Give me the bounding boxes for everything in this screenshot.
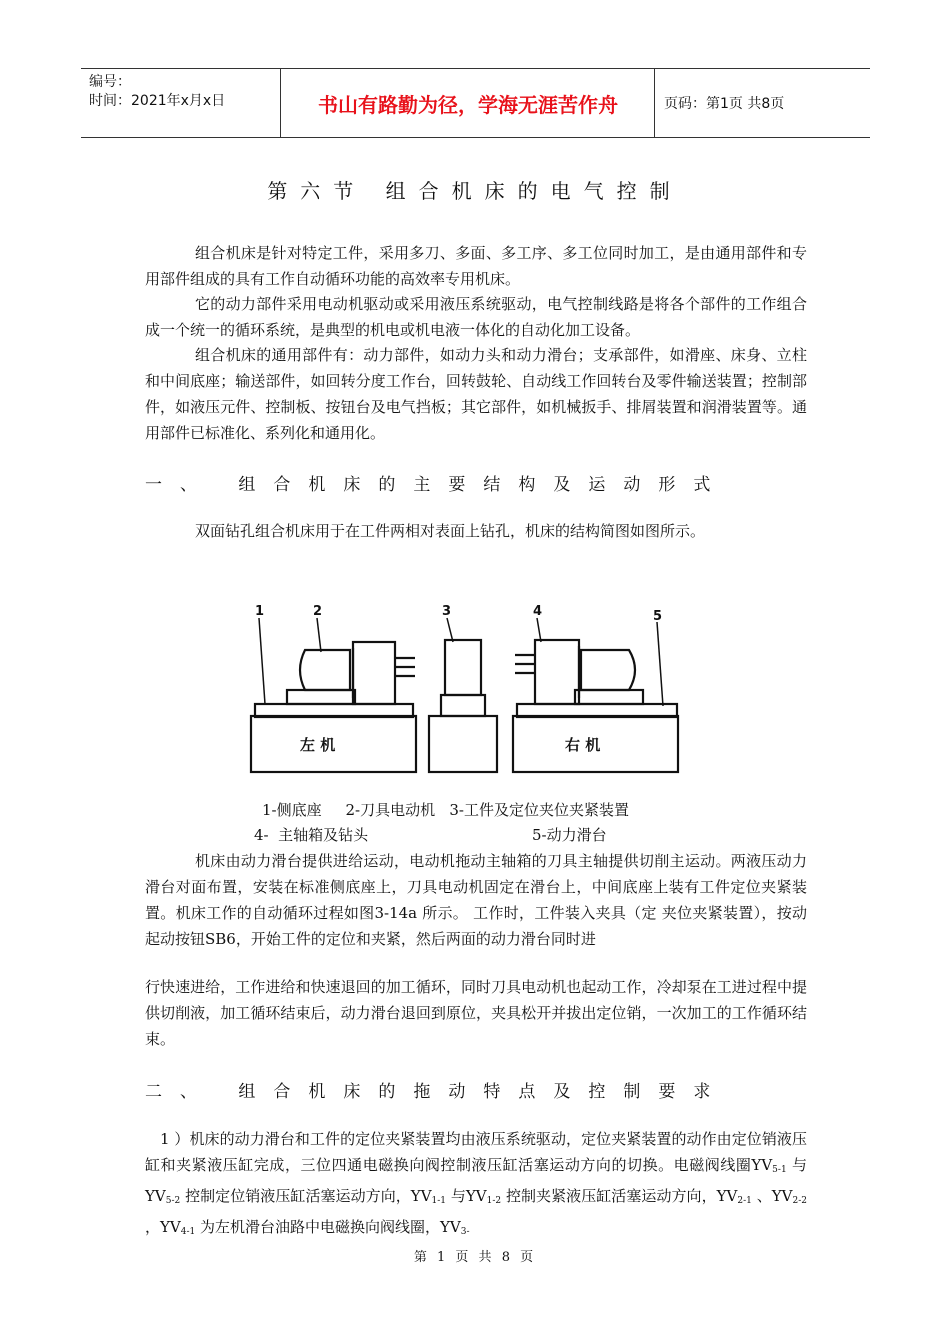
paragraph-parts: 组合机床的通用部件有：动力部件，如动力头和动力滑台；支承部件，如滑座、床身、立柱和中间底座；输送部件，如回转分度工作台，回转鼓轮、自动线工作回转台及零件输送装置；控制部件，如液压元件、控制板、按钮台及电气挡板；其它部件，如机械扳手、排屑装置和润滑装置等。通用部件已标准化、系列化和通用化。 <box>145 346 807 442</box>
header-divider <box>280 69 281 137</box>
req-sub: 1-1 <box>431 1196 447 1206</box>
paragraph-cycle: 行快速进给，工作进给和快速退回的加工循环，同时刀具电动机也起动工作，冷却泵在工进过程中提供切削液，加工循环结束后，动力滑台退回到原位，夹具松开并拔出定位销，一次加工的工作循环结束。 <box>145 978 807 1048</box>
figure-label-1: 1 <box>255 604 265 619</box>
page-footer: 第 1 页 共 8 页 <box>413 1250 537 1265</box>
req-sub: 5-2 <box>165 1196 181 1206</box>
header-motto: 书山有路勤为径，学海无涯苦作舟 <box>318 93 618 117</box>
req-text: 与YV <box>145 1156 807 1205</box>
req-sub: 1-2 <box>486 1196 502 1206</box>
section-heading-1: 一、 组合机床的主要结构及运动形式 <box>145 475 729 495</box>
req-text: 控制夹紧液压缸活塞运动方向，YV <box>501 1187 738 1205</box>
section-heading-2: 二、 组合机床的拖动特点及控制要求 <box>145 1082 729 1102</box>
figure-right-machine-label: 右 机 <box>565 736 601 754</box>
req-text: ，YV <box>145 1218 181 1236</box>
req-text: 与YV <box>446 1187 487 1205</box>
document-header <box>81 68 870 138</box>
number-label: 编号： <box>89 74 131 90</box>
machine-structure-diagram <box>245 600 690 780</box>
req-sub: 3- <box>460 1227 470 1237</box>
req-text: 控制定位销液压缸活塞运动方向，YV <box>180 1187 432 1205</box>
req-sub: 2-1 <box>737 1196 752 1206</box>
figure-left-machine-label: 左 机 <box>300 736 336 754</box>
paragraph-requirements <box>145 1126 807 1245</box>
figure-caption-line2-right: 5-动力滑台 <box>532 826 607 844</box>
header-page-info: 页码：第1页 共8页 <box>664 96 785 112</box>
paragraph-drive: 它的动力部件采用电动机驱动或采用液压系统驱动，电气控制线路是将各个部件的工作组合成一个统一的循环系统，是典型的机电或机电液一体化的自动化加工设备。 <box>145 295 807 339</box>
req-sub: 2-2 <box>792 1196 807 1206</box>
paragraph-operation: 机床由动力滑台提供进给运动，电动机拖动主轴箱的刀具主轴提供切削主运动。两液压动力滑台对面布置，安装在标准侧底座上，刀具电动机固定在滑台上，中间底座上装有工件定位夹紧装置。机床工作的自动循环过程如图3-14a 所示。 工作时，工件装入夹具（定 夹位夹紧装置），按动起动按钮SB6，开始工件的定位和夹紧，然后两面的动力滑台同时进 <box>145 852 807 948</box>
figure-caption-line1: 1-侧底座 2-刀具电动机 3-工件及定位夹位夹紧装置 <box>262 801 629 819</box>
figure-label-2: 2 <box>313 604 323 619</box>
paragraph-machine-desc: 双面钻孔组合机床用于在工件两相对表面上钻孔，机床的结构简图如图所示。 <box>195 522 706 540</box>
figure-label-3: 3 <box>442 604 452 619</box>
paragraph-intro: 组合机床是针对特定工件，采用多刀、多面、多工序、多工位同时加工，是由通用部件和专用部件组成的具有工作自动循环功能的高效率专用机床。 <box>145 244 807 288</box>
req-text: 为左机滑台油路中电磁换向阀线圈，YV <box>195 1218 461 1236</box>
req-sub: 5-1 <box>772 1165 787 1175</box>
header-meta <box>89 73 225 111</box>
figure-label-4: 4 <box>533 604 543 619</box>
req-text: 、YV <box>751 1187 793 1205</box>
req-sub: 4-1 <box>180 1227 196 1237</box>
figure-label-5: 5 <box>653 609 663 624</box>
time-label: 时间：2021年x月x日 <box>89 93 226 109</box>
req-text: 1 ）机床的动力滑台和工件的定位夹紧装置均由液压系统驱动，定位夹紧装置的动作由定位销液压缸和夹紧液压缸完成，三位四通电磁换向阀控制液压缸活塞运动方向的切换。电磁阀线圈YV <box>145 1130 807 1174</box>
page-title: 第六节 组合机床的电气控制 <box>267 179 683 203</box>
figure-caption-line2-left: 4- 主轴箱及钻头 <box>254 826 369 844</box>
header-divider <box>654 69 655 137</box>
